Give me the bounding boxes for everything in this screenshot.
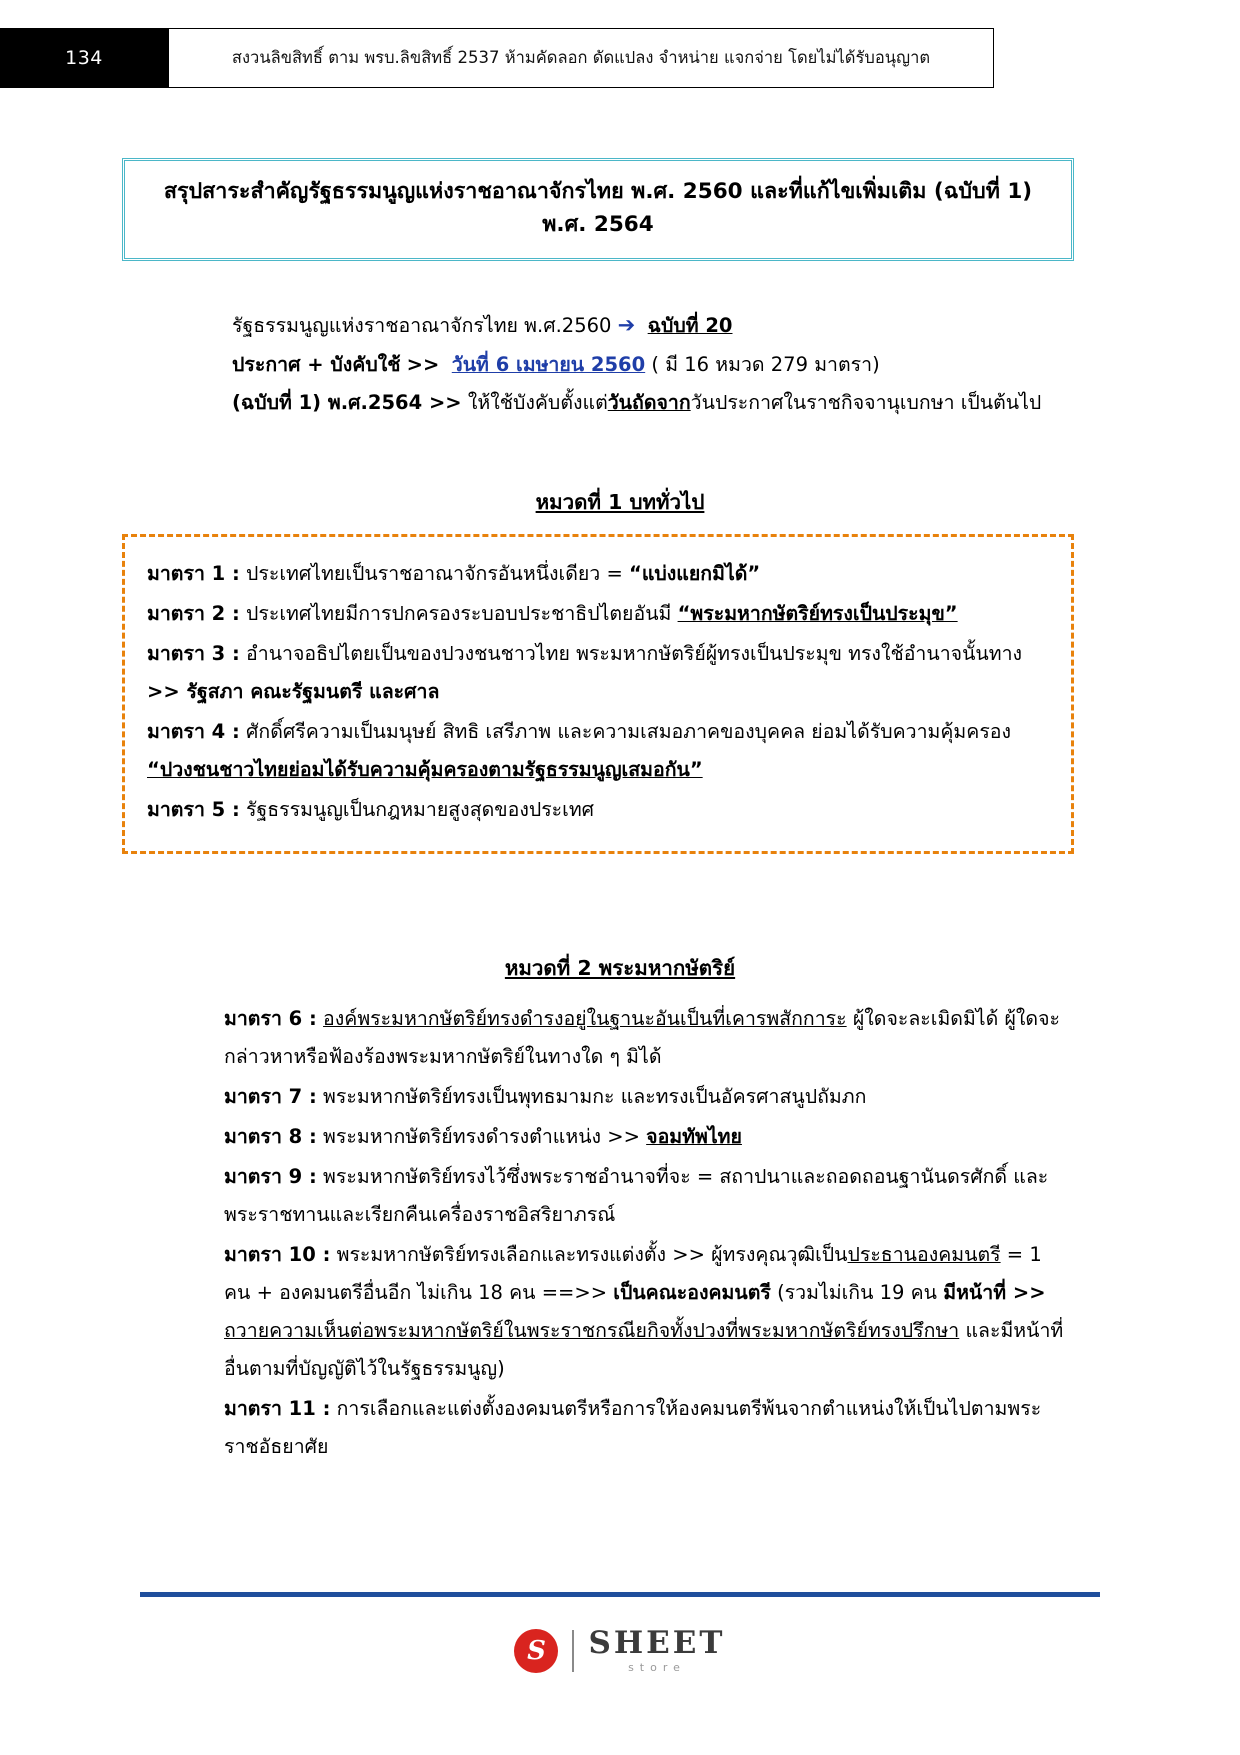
article-label: มาตรา 6 : — [224, 1007, 317, 1030]
footer-logo — [0, 1625, 1240, 1674]
article-paragraph — [132, 1118, 1074, 1156]
article-row — [147, 555, 1049, 593]
article-paragraph — [132, 1000, 1074, 1076]
article-paragraph — [132, 1236, 1074, 1388]
section-1-heading: หมวดที่ 1 บททั่วไป — [535, 490, 705, 514]
article-emphasis: “แบ่งแยกมิได้” — [629, 562, 761, 585]
footer-divider — [140, 1592, 1100, 1597]
article-text: ศักดิ์ศรีความเป็นมนุษย์ สิทธิ เสรีภาพ และความเสมอภาคของบุคคล ย่อมได้รับความคุ้มครอง — [246, 720, 1012, 744]
article-row — [147, 791, 1049, 829]
section-2-heading: หมวดที่ 2 พระมหากษัตริย์ — [504, 956, 736, 980]
intro-line-2 — [132, 346, 1072, 384]
page-header — [0, 28, 1240, 88]
logo-separator — [572, 1630, 574, 1672]
article-underline: องค์พระมหากษัตริย์ทรงดำรงอยู่ในฐานะอันเป็นที่เคารพสักการะ — [323, 1007, 847, 1030]
chapter-article-count: ( มี 16 หมวด 279 มาตรา) — [651, 352, 880, 376]
edition-number: ฉบับที่ 20 — [647, 314, 733, 337]
article-label: มาตรา 1 : — [147, 562, 240, 585]
section-2-body — [132, 1000, 1074, 1468]
article-text-2: = 1 คน + องคมนตรีอื่นอีก ไม่เกิน 18 คน ==>> — [224, 1243, 1042, 1305]
sheet-logo-icon: S — [514, 1629, 558, 1673]
article-underline-2: ถวายความเห็นต่อพระมหากษัตริย์ในพระราชกรณียกิจทั้งปวงที่พระมหากษัตริย์ทรงปรึกษา — [224, 1319, 960, 1343]
amendment-emphasis: วันถัดจาก — [607, 390, 691, 414]
promulgation-label: ประกาศ + บังคับใช้ — [232, 352, 401, 376]
article-text: ประเทศไทยเป็นราชอาณาจักรอันหนึ่งเดียว = — [246, 562, 623, 585]
article-label: มาตรา 2 : — [147, 602, 240, 626]
article-text: พระมหากษัตริย์ทรงเลือกและทรงแต่งตั้ง >> ผู้ทรงคุณวุฒิเป็น — [330, 1243, 848, 1267]
intro-block — [132, 305, 1072, 422]
article-text: ผู้ใดจะละเมิดมิได้ ผู้ใดจะกล่าวหาหรือฟ้องร้องพระมหากษัตริย์ในทางใด ๆ มิได้ — [224, 1007, 1060, 1069]
article-text: รัฐธรรมนูญเป็นกฎหมายสูงสุดของประเทศ — [246, 798, 595, 822]
article-label: มาตรา 7 : — [224, 1085, 317, 1109]
logo-wordmark — [588, 1625, 726, 1674]
article-bold-1: เป็นคณะองคมนตรี — [613, 1281, 771, 1305]
article-paragraph — [132, 1390, 1074, 1466]
article-emphasis: จอมทัพไทย — [646, 1125, 742, 1149]
intro-line1-text: รัฐธรรมนูญแห่งราชอาณาจักรไทย พ.ศ.2560 — [232, 314, 612, 337]
document-title: สรุปสาระสำคัญรัฐธรรมนูญแห่งราชอาณาจักรไทย พ.ศ. 2560 และที่แก้ไขเพิ่มเติม (ฉบับที่ 1) พ.ศ. 2564 — [122, 158, 1074, 261]
promulgation-date: วันที่ 6 เมษายน 2560 — [451, 352, 646, 376]
article-bold-2: มีหน้าที่ >> — [943, 1281, 1046, 1305]
article-text: พระมหากษัตริย์ทรงดำรงตำแหน่ง >> — [316, 1125, 647, 1149]
intro-line-1 — [132, 305, 1072, 346]
promulgation-separator: >> — [406, 352, 440, 376]
amendment-text-a: ให้ใช้บังคับตั้งแต่ — [467, 390, 608, 414]
article-emphasis: >> รัฐสภา คณะรัฐมนตรี และศาล — [147, 680, 440, 704]
article-row — [147, 713, 1049, 789]
article-label: มาตรา 4 : — [147, 720, 240, 744]
article-emphasis: “พระมหากษัตริย์ทรงเป็นประมุข” — [677, 602, 958, 626]
article-text: พระมหากษัตริย์ทรงเป็นพุทธมามกะ และทรงเป็นอัครศาสนูปถัมภก — [316, 1085, 867, 1109]
logo-subtitle: store — [628, 1661, 686, 1674]
article-paragraph — [132, 1158, 1074, 1234]
article-row — [147, 595, 1049, 633]
article-emphasis: “ปวงชนชาวไทยย่อมได้รับความคุ้มครองตามรัฐธรรมนูญเสมอกัน” — [147, 758, 703, 782]
article-text: อำนาจอธิปไตยเป็นของปวงชนชาวไทย พระมหากษัตริย์ผู้ทรงเป็นประมุข ทรงใช้อำนาจนั้นทาง — [246, 642, 1023, 666]
article-label: มาตรา 8 : — [224, 1125, 317, 1149]
article-row — [147, 635, 1049, 711]
article-label: มาตรา 5 : — [147, 798, 240, 822]
article-label: มาตรา 10 : — [224, 1243, 331, 1267]
article-underline-1: ประธานองคมนตรี — [847, 1243, 1001, 1267]
amendment-label: (ฉบับที่ 1) พ.ศ.2564 >> — [232, 390, 462, 414]
article-text-3: (รวมไม่เกิน 19 คน — [770, 1281, 944, 1305]
page-number: 134 — [0, 28, 168, 88]
logo-name: SHEET — [588, 1625, 726, 1661]
intro-line-3 — [132, 384, 1072, 422]
article-paragraph — [132, 1078, 1074, 1116]
article-label: มาตรา 3 : — [147, 642, 240, 666]
article-text: การเลือกและแต่งตั้งองคมนตรีหรือการให้องคมนตรีพ้นจากตำแหน่งให้เป็นไปตามพระราชอัธยาศัย — [224, 1397, 1042, 1459]
article-label: มาตรา 11 : — [224, 1397, 331, 1421]
article-label: มาตรา 9 : — [224, 1165, 317, 1189]
article-text: พระมหากษัตริย์ทรงไว้ซึ่งพระราชอำนาจที่จะ = สถาปนาและถอดถอนฐานันดรศักดิ์ และพระราชทานและเรียกคืนเครื่องราชอิสริยาภรณ์ — [224, 1165, 1049, 1227]
right-arrow-icon: ➔ — [617, 313, 636, 337]
copyright-notice: สงวนลิขสิทธิ์ ตาม พรบ.ลิขสิทธิ์ 2537 ห้ามคัดลอก ดัดแปลง จำหน่าย แจกจ่าย โดยไม่ได้รับอนุญาต — [168, 28, 994, 88]
section-1-box — [122, 534, 1074, 854]
amendment-text-b: วันประกาศในราชกิจจานุเบกษา เป็นต้นไป — [690, 390, 1042, 414]
article-text-4: และมีหน้าที่อื่นตามที่บัญญัติไว้ในรัฐธรรมนูญ) — [224, 1319, 1064, 1381]
article-text: ประเทศไทยมีการปกครองระบอบประชาธิปไตยอันมี — [246, 602, 672, 626]
